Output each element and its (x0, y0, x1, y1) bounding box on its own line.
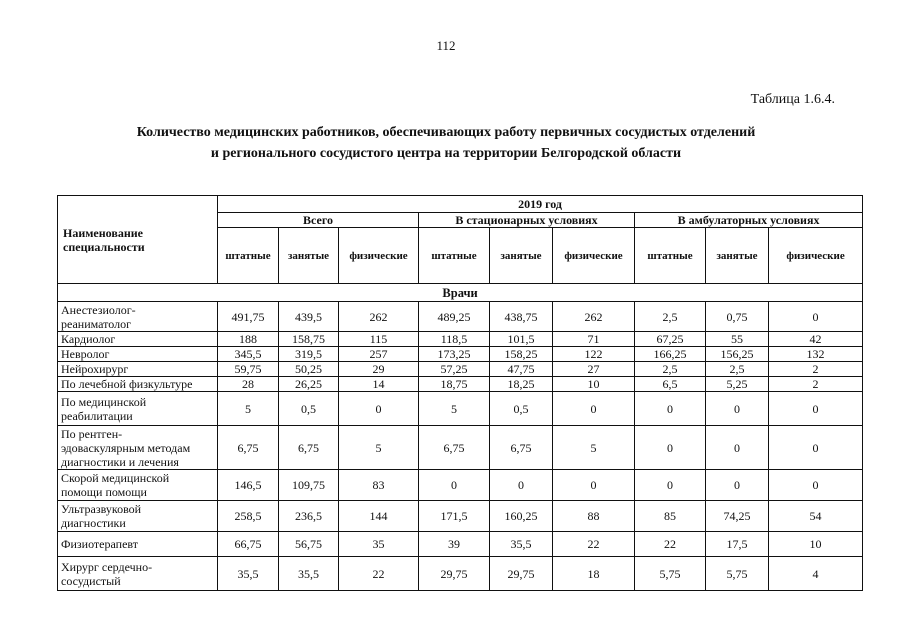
value-cell: 158,25 (490, 347, 553, 362)
year-header: 2019 год (218, 196, 863, 213)
value-cell: 28 (218, 377, 279, 392)
value-cell: 171,5 (419, 501, 490, 532)
specialty-name-cell: По медицинской реабилитации (58, 392, 218, 426)
value-cell: 2,5 (635, 362, 706, 377)
value-cell: 0 (339, 392, 419, 426)
page-number: 112 (436, 38, 456, 53)
value-cell: 83 (339, 470, 419, 501)
value-cell: 491,75 (218, 302, 279, 332)
table-label: Таблица 1.6.4. (750, 92, 835, 107)
table-row (58, 470, 863, 501)
value-cell: 0 (635, 470, 706, 501)
subcolumn-header-staffed: штатные (218, 228, 279, 284)
specialty-name-cell: По рентген- эдоваскулярным методам диагностики и лечения (58, 426, 218, 470)
value-cell: 489,25 (419, 302, 490, 332)
specialty-name-cell: Физиотерапевт (58, 532, 218, 557)
value-cell: 166,25 (635, 347, 706, 362)
value-cell: 101,5 (490, 332, 553, 347)
specialty-name-cell: Ультразвуковой диагностики (58, 501, 218, 532)
value-cell: 10 (769, 532, 863, 557)
value-cell: 74,25 (706, 501, 769, 532)
value-cell: 35,5 (279, 557, 339, 591)
value-cell: 0 (490, 470, 553, 501)
specialty-name-cell: Кардиолог (58, 332, 218, 347)
specialty-name-cell: Анестезиолог- реаниматолог (58, 302, 218, 332)
specialty-name-cell: Скорой медицинской помощи помощи (58, 470, 218, 501)
value-cell: 6,5 (635, 377, 706, 392)
section-header-doctors: Врачи (58, 284, 863, 302)
value-cell: 29 (339, 362, 419, 377)
specialty-name-cell: Хирург сердечно- сосудистый (58, 557, 218, 591)
value-cell: 439,5 (279, 302, 339, 332)
value-cell: 22 (553, 532, 635, 557)
value-cell: 158,75 (279, 332, 339, 347)
table-row (58, 532, 863, 557)
column-header-specialty: Наименование специальности (58, 196, 218, 284)
value-cell: 5,75 (635, 557, 706, 591)
value-cell: 14 (339, 377, 419, 392)
subcolumn-header-physical: физические (553, 228, 635, 284)
value-cell: 262 (339, 302, 419, 332)
value-cell: 156,25 (706, 347, 769, 362)
value-cell: 67,25 (635, 332, 706, 347)
value-cell: 29,75 (419, 557, 490, 591)
value-cell: 236,5 (279, 501, 339, 532)
value-cell: 160,25 (490, 501, 553, 532)
value-cell: 50,25 (279, 362, 339, 377)
value-cell: 35,5 (490, 532, 553, 557)
specialty-name-cell: Невролог (58, 347, 218, 362)
value-cell: 4 (769, 557, 863, 591)
value-cell: 6,75 (279, 426, 339, 470)
subcolumn-header-occupied: занятые (279, 228, 339, 284)
table-row (58, 362, 863, 377)
table-row (58, 392, 863, 426)
subcolumn-header-physical: физические (339, 228, 419, 284)
value-cell: 42 (769, 332, 863, 347)
specialty-name-cell: Нейрохирург (58, 362, 218, 377)
subcolumn-header-staffed: штатные (419, 228, 490, 284)
value-cell: 0,5 (490, 392, 553, 426)
value-cell: 144 (339, 501, 419, 532)
value-cell: 0 (706, 392, 769, 426)
value-cell: 257 (339, 347, 419, 362)
value-cell: 132 (769, 347, 863, 362)
table-row (58, 501, 863, 532)
header-row-year (58, 196, 863, 213)
value-cell: 2 (769, 377, 863, 392)
value-cell: 0 (553, 470, 635, 501)
subcolumn-header-physical: физические (769, 228, 863, 284)
value-cell: 0 (635, 392, 706, 426)
value-cell: 27 (553, 362, 635, 377)
value-cell: 262 (553, 302, 635, 332)
value-cell: 18,75 (419, 377, 490, 392)
value-cell: 0,5 (279, 392, 339, 426)
value-cell: 6,75 (490, 426, 553, 470)
subcolumn-header-occupied: занятые (490, 228, 553, 284)
value-cell: 55 (706, 332, 769, 347)
value-cell: 0 (635, 426, 706, 470)
value-cell: 146,5 (218, 470, 279, 501)
value-cell: 118,5 (419, 332, 490, 347)
value-cell: 2 (769, 362, 863, 377)
value-cell: 18 (553, 557, 635, 591)
section-row (58, 284, 863, 302)
value-cell: 10 (553, 377, 635, 392)
value-cell: 5,25 (706, 377, 769, 392)
group-header-total: Всего (218, 213, 419, 228)
value-cell: 56,75 (279, 532, 339, 557)
value-cell: 0 (769, 392, 863, 426)
value-cell: 66,75 (218, 532, 279, 557)
value-cell: 18,25 (490, 377, 553, 392)
value-cell: 5 (553, 426, 635, 470)
value-cell: 6,75 (419, 426, 490, 470)
value-cell: 54 (769, 501, 863, 532)
value-cell: 6,75 (218, 426, 279, 470)
table-row (58, 302, 863, 332)
table-title (0, 122, 892, 164)
value-cell: 5 (339, 426, 419, 470)
value-cell: 188 (218, 332, 279, 347)
value-cell: 0 (706, 426, 769, 470)
value-cell: 71 (553, 332, 635, 347)
value-cell: 0,75 (706, 302, 769, 332)
table-title-line-1: Количество медицинских работников, обеспечивающих работу первичных сосудистых отделений (136, 125, 756, 140)
medical-staff-table (57, 195, 863, 591)
table-row (58, 347, 863, 362)
table-row (58, 426, 863, 470)
value-cell: 22 (339, 557, 419, 591)
value-cell: 35 (339, 532, 419, 557)
value-cell: 5 (419, 392, 490, 426)
value-cell: 35,5 (218, 557, 279, 591)
subcolumn-header-occupied: занятые (706, 228, 769, 284)
table-body (58, 284, 863, 591)
subcolumn-header-staffed: штатные (635, 228, 706, 284)
value-cell: 0 (553, 392, 635, 426)
table-row (58, 377, 863, 392)
value-cell: 88 (553, 501, 635, 532)
value-cell: 47,75 (490, 362, 553, 377)
value-cell: 0 (769, 470, 863, 501)
value-cell: 319,5 (279, 347, 339, 362)
value-cell: 2,5 (635, 302, 706, 332)
value-cell: 0 (706, 470, 769, 501)
value-cell: 109,75 (279, 470, 339, 501)
value-cell: 115 (339, 332, 419, 347)
value-cell: 258,5 (218, 501, 279, 532)
value-cell: 39 (419, 532, 490, 557)
value-cell: 2,5 (706, 362, 769, 377)
group-header-inpatient: В стационарных условиях (419, 213, 635, 228)
value-cell: 85 (635, 501, 706, 532)
value-cell: 22 (635, 532, 706, 557)
value-cell: 57,25 (419, 362, 490, 377)
value-cell: 5 (218, 392, 279, 426)
value-cell: 0 (769, 302, 863, 332)
value-cell: 438,75 (490, 302, 553, 332)
value-cell: 173,25 (419, 347, 490, 362)
value-cell: 5,75 (706, 557, 769, 591)
value-cell: 59,75 (218, 362, 279, 377)
value-cell: 0 (419, 470, 490, 501)
table-row (58, 557, 863, 591)
group-header-outpatient: В амбулаторных условиях (635, 213, 863, 228)
value-cell: 0 (769, 426, 863, 470)
specialty-name-cell: По лечебной физкультуре (58, 377, 218, 392)
value-cell: 17,5 (706, 532, 769, 557)
table-title-line-2: и регионального сосудистого центра на территории Белгородской области (210, 146, 682, 161)
value-cell: 345,5 (218, 347, 279, 362)
value-cell: 29,75 (490, 557, 553, 591)
value-cell: 122 (553, 347, 635, 362)
value-cell: 26,25 (279, 377, 339, 392)
table-row (58, 332, 863, 347)
